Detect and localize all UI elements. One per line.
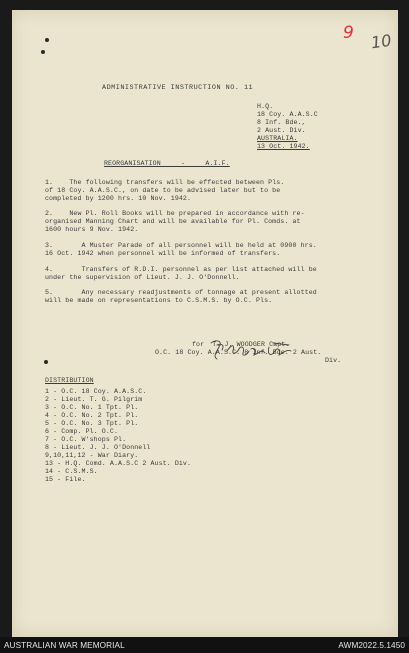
paragraph-line: of 18 Coy. A.A.S.C., on date to be advised later but to be	[45, 187, 281, 194]
list-item: 6 - Comp. Pl. O.C.	[45, 428, 119, 435]
list-item: 14 - C.S.M.S.	[45, 468, 98, 475]
list-item: 4 - O.C. No. 2 Tpt. Pl.	[45, 412, 139, 419]
list-item: 3 - O.C. No. 1 Tpt. Pl.	[45, 404, 139, 411]
address-line: H.Q.	[257, 103, 274, 110]
signatory-unit-line: O.C. 18 Coy. A.A.S.C. 8 Inf. Bde. 2 Aust.	[155, 349, 322, 356]
paragraph-line: 4. Transfers of R.D.I. personnel as per list attached will be	[45, 266, 317, 273]
punch-hole	[41, 50, 45, 54]
signatory-unit-line: Div.	[325, 357, 342, 364]
paragraph-line: organised Manning Chart and will be available for Pl. Comds. at	[45, 218, 301, 225]
document-page	[12, 10, 398, 637]
address-line: 8 Inf. Bde.,	[257, 119, 306, 126]
paragraph-line: completed by 1200 hrs. 10 Nov. 1942.	[45, 195, 192, 202]
paragraph-line: will be made on representations to C.S.M.S. by O.C. Pls.	[45, 297, 273, 304]
address-line: 18 Coy. A.A.S.C	[257, 111, 318, 118]
paragraph-line: 2. New Pl. Roll Books will be prepared in accordance with re-	[45, 210, 305, 217]
paragraph-line: 5. Any necessary readjustments of tonnage at present allotted	[45, 289, 317, 296]
folio-number-pencil: 10	[369, 30, 393, 53]
address-line: AUSTRALIA.	[257, 135, 298, 142]
folio-number-red: 9	[343, 23, 354, 43]
punch-hole	[45, 38, 49, 42]
address-line: 2 Aust. Div.	[257, 127, 306, 134]
list-item: 8 - Lieut. J. J. O'Donnell	[45, 444, 151, 451]
list-item: 9,10,11,12 - War Diary.	[45, 452, 139, 459]
signed-for-line: for T. J. WOODGER Capt.	[192, 341, 290, 348]
footer-accession-number: AWM2022.5.1450	[338, 641, 405, 650]
list-item: 2 - Lieut. T. G. Pilgrim	[45, 396, 143, 403]
footer-institution: AUSTRALIAN WAR MEMORIAL	[4, 641, 125, 650]
punch-hole	[44, 360, 48, 364]
footer-bar	[0, 637, 409, 653]
paragraph-line: 16 Oct. 1942 when personnel will be informed of transfers.	[45, 250, 281, 257]
list-item: 1 - O.C. 18 Coy. A.A.S.C.	[45, 388, 147, 395]
list-item: 7 - O.C. W'shops Pl.	[45, 436, 127, 443]
paragraph-line: 1. The following transfers will be effected between Pls.	[45, 179, 285, 186]
list-item: 15 - File.	[45, 476, 86, 483]
address-date: 13 Oct. 1942.	[257, 143, 310, 150]
paragraph-line: 3. A Muster Parade of all personnel will be held at 0900 hrs.	[45, 242, 317, 249]
subject-heading: REORGANISATION - A.I.F.	[104, 160, 230, 167]
paragraph-line: under the supervision of Lieut. J. J. O'Donnell.	[45, 274, 240, 281]
paragraph-line: 1600 hours 9 Nov. 1942.	[45, 226, 139, 233]
document-title: ADMINISTRATIVE INSTRUCTION NO. 11	[102, 84, 254, 92]
distribution-heading: DISTRIBUTION	[45, 377, 94, 384]
list-item: 13 - H.Q. Comd. A.A.S.C 2 Aust. Div.	[45, 460, 192, 467]
list-item: 5 - O.C. No. 3 Tpt. Pl.	[45, 420, 139, 427]
